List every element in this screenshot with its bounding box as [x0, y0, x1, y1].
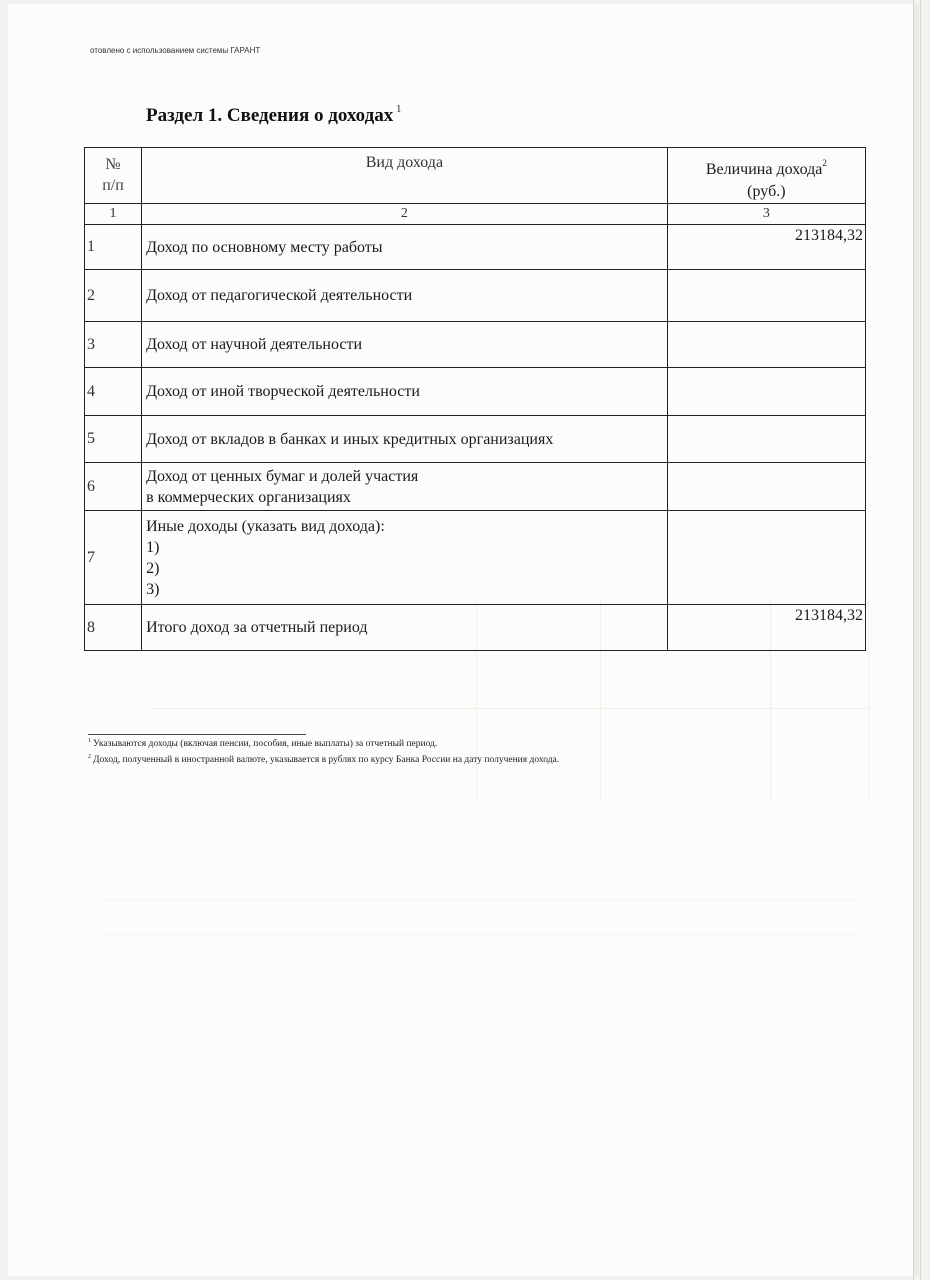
row-number: 7 — [85, 511, 142, 605]
income-type — [142, 463, 668, 511]
row-number: 5 — [85, 416, 142, 463]
income-type-line: Иные доходы (указать вид дохода): — [146, 517, 385, 535]
table-row — [85, 368, 866, 416]
row-number: 8 — [85, 605, 142, 651]
row-number: 1 — [85, 225, 142, 270]
header-num-line2: п/п — [102, 177, 124, 194]
income-type-line: Доход от ценных бумаг и долей участия — [146, 467, 419, 485]
column-index: 2 — [142, 204, 668, 225]
footnote-divider — [88, 734, 306, 735]
income-value — [667, 322, 865, 368]
income-type: Доход от иной творческой деятельности — [142, 368, 668, 416]
column-index-row — [85, 204, 866, 225]
header-value — [667, 148, 865, 204]
table-header-row — [85, 148, 866, 204]
section-title-text: Раздел 1. Сведения о доходах — [146, 105, 394, 126]
section-title-footnote-mark: 1 — [396, 104, 402, 115]
footnote-mark: 1 — [88, 738, 91, 744]
table-row — [85, 416, 866, 463]
income-type: Доход по основному месту работы — [142, 225, 668, 270]
column-index: 3 — [667, 204, 865, 225]
header-type: Вид дохода — [142, 148, 668, 204]
header-num-line1: № — [105, 156, 121, 173]
income-value — [667, 511, 865, 605]
income-type-line: в коммерческих организациях — [146, 488, 351, 506]
income-value — [667, 270, 865, 322]
row-number: 2 — [85, 270, 142, 322]
income-type: Доход от вкладов в банках и иных кредитных организациях — [142, 416, 668, 463]
row-number: 3 — [85, 322, 142, 368]
page-edge — [920, 0, 921, 1280]
income-table — [84, 147, 866, 651]
footnote-text: Доход, полученный в иностранной валюте, указывается в рублях по курсу Банка России на дату получения дохода. — [93, 755, 560, 765]
header-value-footnote-mark: 2 — [822, 158, 827, 168]
income-type — [142, 511, 668, 605]
row-number: 4 — [85, 368, 142, 416]
footnote-text: Указываются доходы (включая пенсии, пособия, иные выплаты) за отчетный период. — [93, 739, 438, 749]
other-income-item: 3) — [146, 580, 160, 598]
section-title — [146, 104, 401, 127]
table-row — [85, 605, 866, 651]
income-value — [667, 368, 865, 416]
show-through-line — [100, 935, 860, 936]
footnote — [88, 738, 437, 749]
header-num — [85, 148, 142, 204]
table-row — [85, 463, 866, 511]
table-row — [85, 270, 866, 322]
header-note: отовлено с использованием системы ГАРАНТ — [90, 46, 261, 55]
income-type: Доход от педагогической деятельности — [142, 270, 668, 322]
income-value: 213184,32 — [667, 605, 865, 651]
column-index: 1 — [85, 204, 142, 225]
footnote-mark: 2 — [88, 754, 91, 760]
other-income-item: 1) — [146, 538, 160, 556]
income-value: 213184,32 — [667, 225, 865, 270]
income-value — [667, 416, 865, 463]
footnote — [88, 754, 559, 765]
income-type: Итого доход за отчетный период — [142, 605, 668, 651]
page-edge — [913, 0, 914, 1280]
show-through-line — [150, 708, 870, 709]
income-value — [667, 463, 865, 511]
income-type: Доход от научной деятельности — [142, 322, 668, 368]
show-through-line — [868, 600, 869, 800]
table-row — [85, 322, 866, 368]
header-value-label: Величина дохода — [705, 161, 823, 178]
table-row — [85, 511, 866, 605]
header-value-unit: (руб.) — [747, 183, 786, 200]
table-row — [85, 225, 866, 270]
other-income-item: 2) — [146, 559, 160, 577]
row-number: 6 — [85, 463, 142, 511]
show-through-line — [100, 900, 860, 901]
